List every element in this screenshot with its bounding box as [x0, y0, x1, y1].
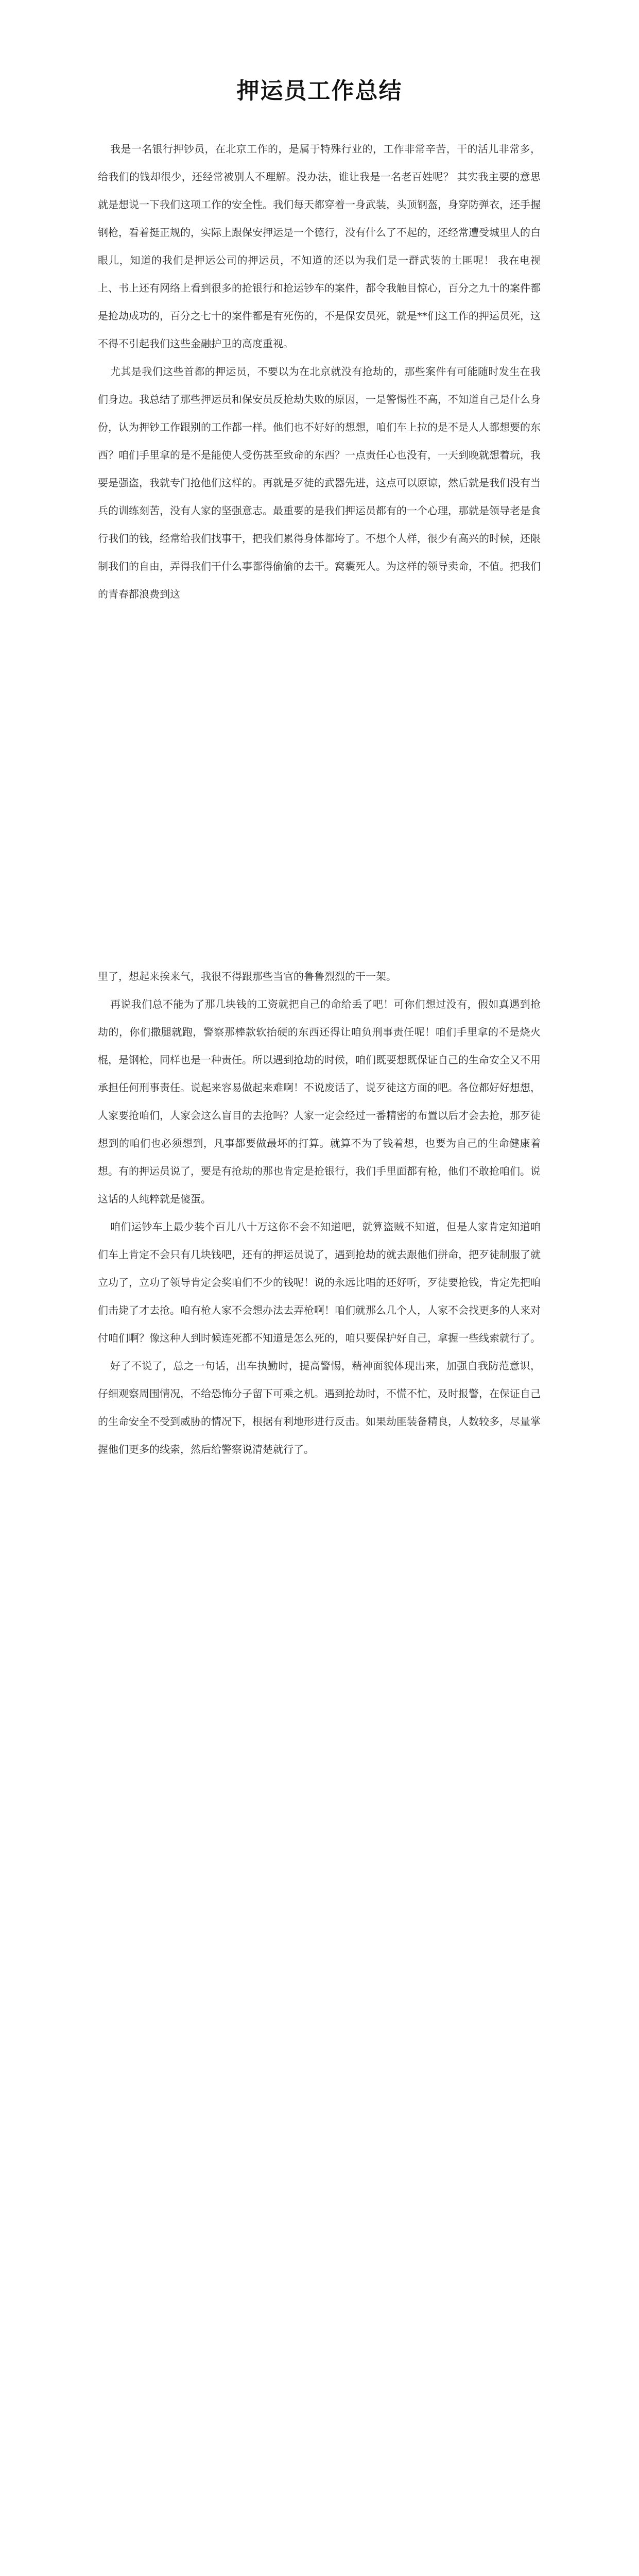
paragraph-continued: 里了，想起来挨来气，我很不得跟那些当官的鲁鲁烈烈的干一架。: [98, 970, 396, 982]
paragraph-vehicle: 咱们运钞车上最少装个百儿八十万这你不会不知道吧，就算盗贼不知道，但是人家肯定知道咱们车上肯定不会只有几块钱吧，还有的押运员说了，遇到抢劫的就去跟他们拼命，把歹徒制服了就立功了，立功了领导肯定会奖咱们不少的钱呢！说的永远比唱的还好听，歹徒要抢钱，肯定先把咱们击毙了才去抢。咱有枪人家不会想办法去弄枪啊！咱们就那么几个人，人家不会找更多的人来对付咱们啊？像这种人到时候连死都不知道是怎么死的，咱只要保护好自己，拿握一些线索就行了。: [98, 1221, 541, 1344]
paragraph-reasons: 尤其是我们这些首都的押运员，不要以为在北京就没有抢劫的，那些案件有可能随时发生在我们身边。我总结了那些押运员和保安员反抢劫失败的原因，一是警惕性不高，不知道自己是什么身份，认为押钞工作跟别的工作都一样。他们也不好好的想想，咱们车上拉的是不是人人都想要的东西？咱们手里拿的是不是能使人受伤甚至致命的东西？一点责任心也没有，一天到晚就想着玩，我要是强盗，我就专门抢他们这样的。再就是歹徒的武器先进，这点可以原谅，然后就是我们没有当兵的训练刻苦，没有人家的坚强意志。最重要的是我们押运员都有的一个心理，那就是领导老是食行我们的钱，经常给我们找事干，把我们累得身体都垮了。不想个人样，很少有高兴的时候，还限制我们的自由，弄得我们干什么事都得偷偷的去干。窝囊死人。为这样的领导卖命，不值。把我们的青春都浪费到这: [98, 365, 541, 600]
page-two-body: [98, 962, 541, 1463]
page-one-body: [98, 135, 541, 608]
paragraph-responsibility: 再说我们总不能为了那几块钱的工资就把自己的命给丢了吧！可你们想过没有，假如真遇到抢劫的，你们撒腿就跑，警察那棒款软抬硬的东西还得让咱负刑事责任呢！咱们手里拿的不是烧火棍，是钢枪，同样也是一种责任。所以遇到抢劫的时候，咱们既要想既保证自己的生命安全又不用承担任何刑事责任。说起来容易做起来难啊！不说废话了，说歹徒这方面的吧。各位都好好想想，人家要抢咱们，人家会这么盲目的去抢吗？人家一定会经过一番精密的布置以后才会去抢，那歹徒想到的咱们也必须想到，凡事都要做最坏的打算。就算不为了钱着想，也要为自己的生命健康着想。有的押运员说了，要是有抢劫的那也肯定是抢银行，我们手里面都有枪，他们不敢抢咱们。说这话的人纯粹就是傻蛋。: [98, 998, 541, 1205]
paragraph-intro: 我是一名银行押钞员，在北京工作的，是属于特殊行业的，工作非常辛苦，干的活儿非常多，给我们的钱却很少，还经常被别人不理解。没办法，谁让我是一名老百姓呢？ 其实我主要的意思就是想说一下我们这项工作的安全性。我们每天都穿着一身武装，头顶钢盔，身穿防弹衣，还手握钢枪，看着挺正规的，实际上跟保安押运是一个德行，没有什么了不起的，还经常遭受城里人的白眼儿，知道的我们是押运公司的押运员，不知道的还以为我们是一群武装的土匪呢！ 我在电视上、书上还有网络上看到很多的抢银行和抢运钞车的案件，都令我触目惊心，百分之九十的案件都是抢劫成功的，百分之七十的案件都是有死伤的，不是保安员死，就是**们这工作的押运员死，这不得不引起我们这些金融护卫的高度重视。: [98, 143, 541, 350]
paragraph-conclusion: 好了不说了，总之一句话，出车执勤时，提高警惕，精神面貌体现出来，加强自我防范意识，仔细观察周围情况，不给恐怖分子留下可乘之机。遇到抢劫时，不慌不忙，及时报警，在保证自己的生命安全不受到威胁的情况下，根据有利地形进行反击。如果劫匪装备精良，人数较多，尽量掌握他们更多的线索，然后给警察说清楚就行了。: [98, 1360, 541, 1455]
document-title: 押运员工作总结: [236, 78, 403, 104]
